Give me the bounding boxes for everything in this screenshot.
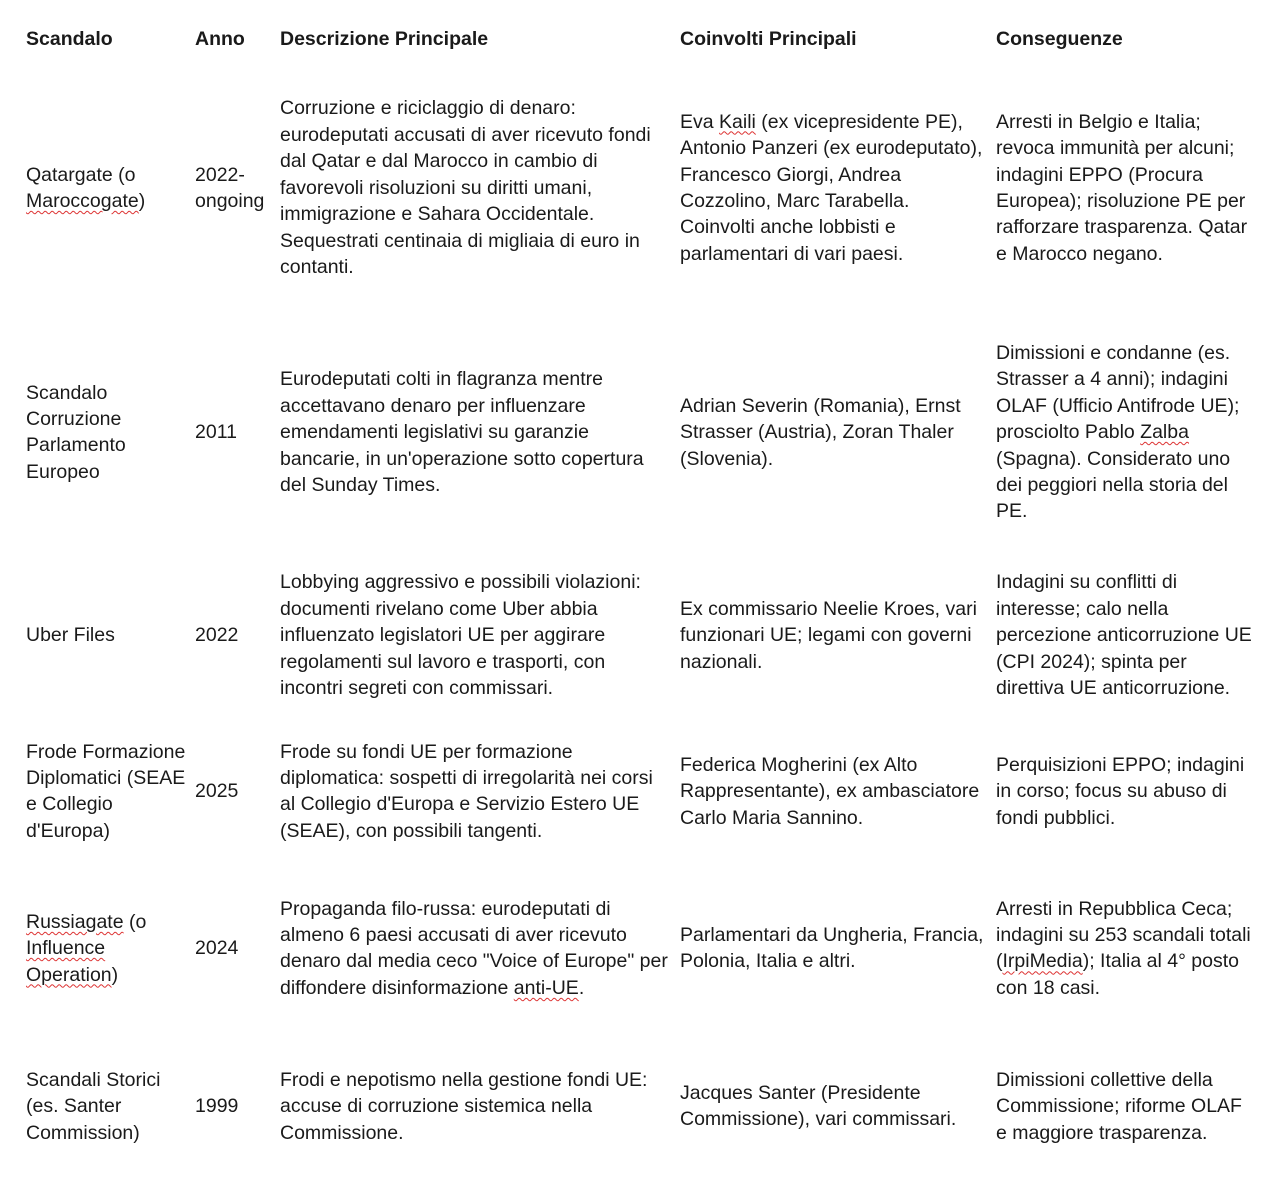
text: ) (111, 963, 119, 986)
table-row (22, 557, 1262, 713)
cell-coinvolti: Federica Mogherini (ex Alto Rappresentante), ex ambasciatore Carlo Maria Sannino. (680, 753, 980, 829)
cell-coinvolti: Jacques Santer (Presidente Commissione), vari commissari. (680, 1082, 957, 1131)
cell-scandalo (22, 869, 191, 1027)
text: Eva (680, 110, 720, 133)
text: (ex vicepresidente PE), Antonio Panzeri (ex eurodeputato), Francesco Giorgi, Andrea Cozzolino, Marc Tarabella. Coinvolti anche lobbisti e parlamentari di vari paesi. (680, 110, 983, 265)
cell-coinvolti: Parlamentari da Ungheria, Francia, Polonia, Italia e altri. (680, 924, 984, 973)
cell-scandalo: Scandali Storici (es. Santer Commission) (26, 1068, 161, 1144)
cell-conseguenze (992, 307, 1262, 557)
cell-descrizione: Frode su fondi UE per formazione diplomatica: sospetti di irregolarità nei corsi al Collegio d'Europa e Servizio Estero UE (SEAE), con possibili tangenti. (280, 740, 653, 842)
cell-anno: 2011 (195, 421, 237, 444)
text: . (578, 976, 585, 999)
spellcheck-word: Kaili (719, 110, 756, 133)
cell-scandalo: Scandalo Corruzione Parlamento Europeo (26, 381, 126, 483)
text: Qatargate (o (26, 163, 136, 186)
cell-anno: 2025 (195, 780, 239, 803)
table-row (22, 869, 1262, 1027)
table-row (22, 68, 1262, 307)
spellcheck-word: Maroccogate (26, 189, 139, 212)
text: (o (123, 910, 147, 933)
cell-scandalo: Uber Files (26, 624, 115, 647)
text: Arresti in Repubblica Ceca; indagini su 253 scandali totali ( (996, 897, 1251, 973)
cell-descrizione: Frodi e nepotismo nella gestione fondi UE: accuse di corruzione sistemica nella Commissione. (280, 1068, 648, 1144)
cell-coinvolti: Adrian Severin (Romania), Ernst Strasser (Austria), Zoran Thaler (Slovenia). (680, 394, 961, 470)
spellcheck-word: Russiagate (26, 910, 124, 933)
cell-coinvolti (676, 68, 992, 307)
table-row (22, 713, 1262, 869)
cell-descrizione: Corruzione e riciclaggio di denaro: eurodeputati accusati di aver ricevuto fondi dal Qatar e dal Marocco in cambio di favorevoli risoluzioni su diritti umani, immigrazione e Sahara Occidentale. Sequestrati centinaia di migliaia di euro in contanti. (280, 97, 651, 278)
cell-coinvolti: Ex commissario Neelie Kroes, vari funzionari UE; legami con governi nazionali. (680, 597, 977, 673)
header-scandalo: Scandalo (26, 28, 113, 50)
scandals-table (22, 22, 1262, 1185)
cell-conseguenze: Arresti in Belgio e Italia; revoca immunità per alcuni; indagini EPPO (Procura Europea); risoluzione PE per rafforzare trasparenza. Qatar e Marocco negano. (996, 110, 1248, 265)
table-header (22, 22, 1262, 68)
header-coinvolti: Coinvolti Principali (680, 28, 857, 50)
cell-conseguenze (992, 869, 1262, 1027)
spellcheck-word: IrpiMedia (1002, 950, 1083, 973)
spellcheck-word: Zalba (1140, 421, 1189, 444)
header-row (22, 22, 1262, 68)
text: (Spagna). Considerato uno dei peggiori nella storia del PE. (996, 447, 1231, 523)
cell-descrizione: Lobbying aggressivo e possibili violazioni: documenti rivelano come Uber abbia influenzato legislatori UE per aggirare regolamenti sul lavoro e trasporti, con incontri segreti con commissari. (280, 571, 641, 700)
header-conseguenze: Conseguenze (996, 28, 1123, 50)
header-descrizione: Descrizione Principale (280, 28, 489, 50)
cell-conseguenze: Dimissioni collettive della Commissione; riforme OLAF e maggiore trasparenza. (996, 1068, 1242, 1144)
cell-scandalo (22, 68, 191, 307)
cell-anno: 1999 (195, 1095, 239, 1118)
cell-conseguenze: Indagini su conflitti di interesse; calo nella percezione anticorruzione UE (CPI 2024); spinta per direttiva UE anticorruzione. (996, 571, 1252, 700)
text: Dimissioni e condanne (es. Strasser a 4 anni); indagini OLAF (Ufficio Antifrode UE); prosciolto Pablo (996, 341, 1240, 444)
table-body (22, 68, 1262, 1185)
header-anno: Anno (195, 28, 245, 50)
text: ); Italia al 4° posto con 18 casi. (996, 950, 1239, 999)
cell-anno: 2024 (195, 937, 239, 960)
cell-descrizione (276, 869, 676, 1027)
cell-conseguenze: Perquisizioni EPPO; indagini in corso; focus su abuso di fondi pubblici. (996, 753, 1245, 829)
cell-anno: 2022-ongoing (195, 163, 265, 212)
table-row (22, 307, 1262, 557)
text: Propaganda filo-russa: eurodeputati di almeno 6 paesi accusati di aver ricevuto denaro dal media ceco "Voice of Europe" per diffondere disinformazione (280, 897, 668, 999)
cell-anno: 2022 (195, 624, 239, 647)
cell-descrizione: Eurodeputati colti in flagranza mentre accettavano denaro per influenzare emendamenti legislativi su garanzie bancarie, in un'operazione sotto copertura del Sunday Times. (280, 368, 644, 497)
text: ) (138, 189, 146, 212)
spellcheck-word: anti-UE (513, 976, 579, 999)
spellcheck-word: Influence Operation (26, 937, 112, 986)
cell-scandalo: Frode Formazione Diplomatici (SEAE e Collegio d'Europa) (26, 740, 186, 842)
table-row (22, 1027, 1262, 1185)
